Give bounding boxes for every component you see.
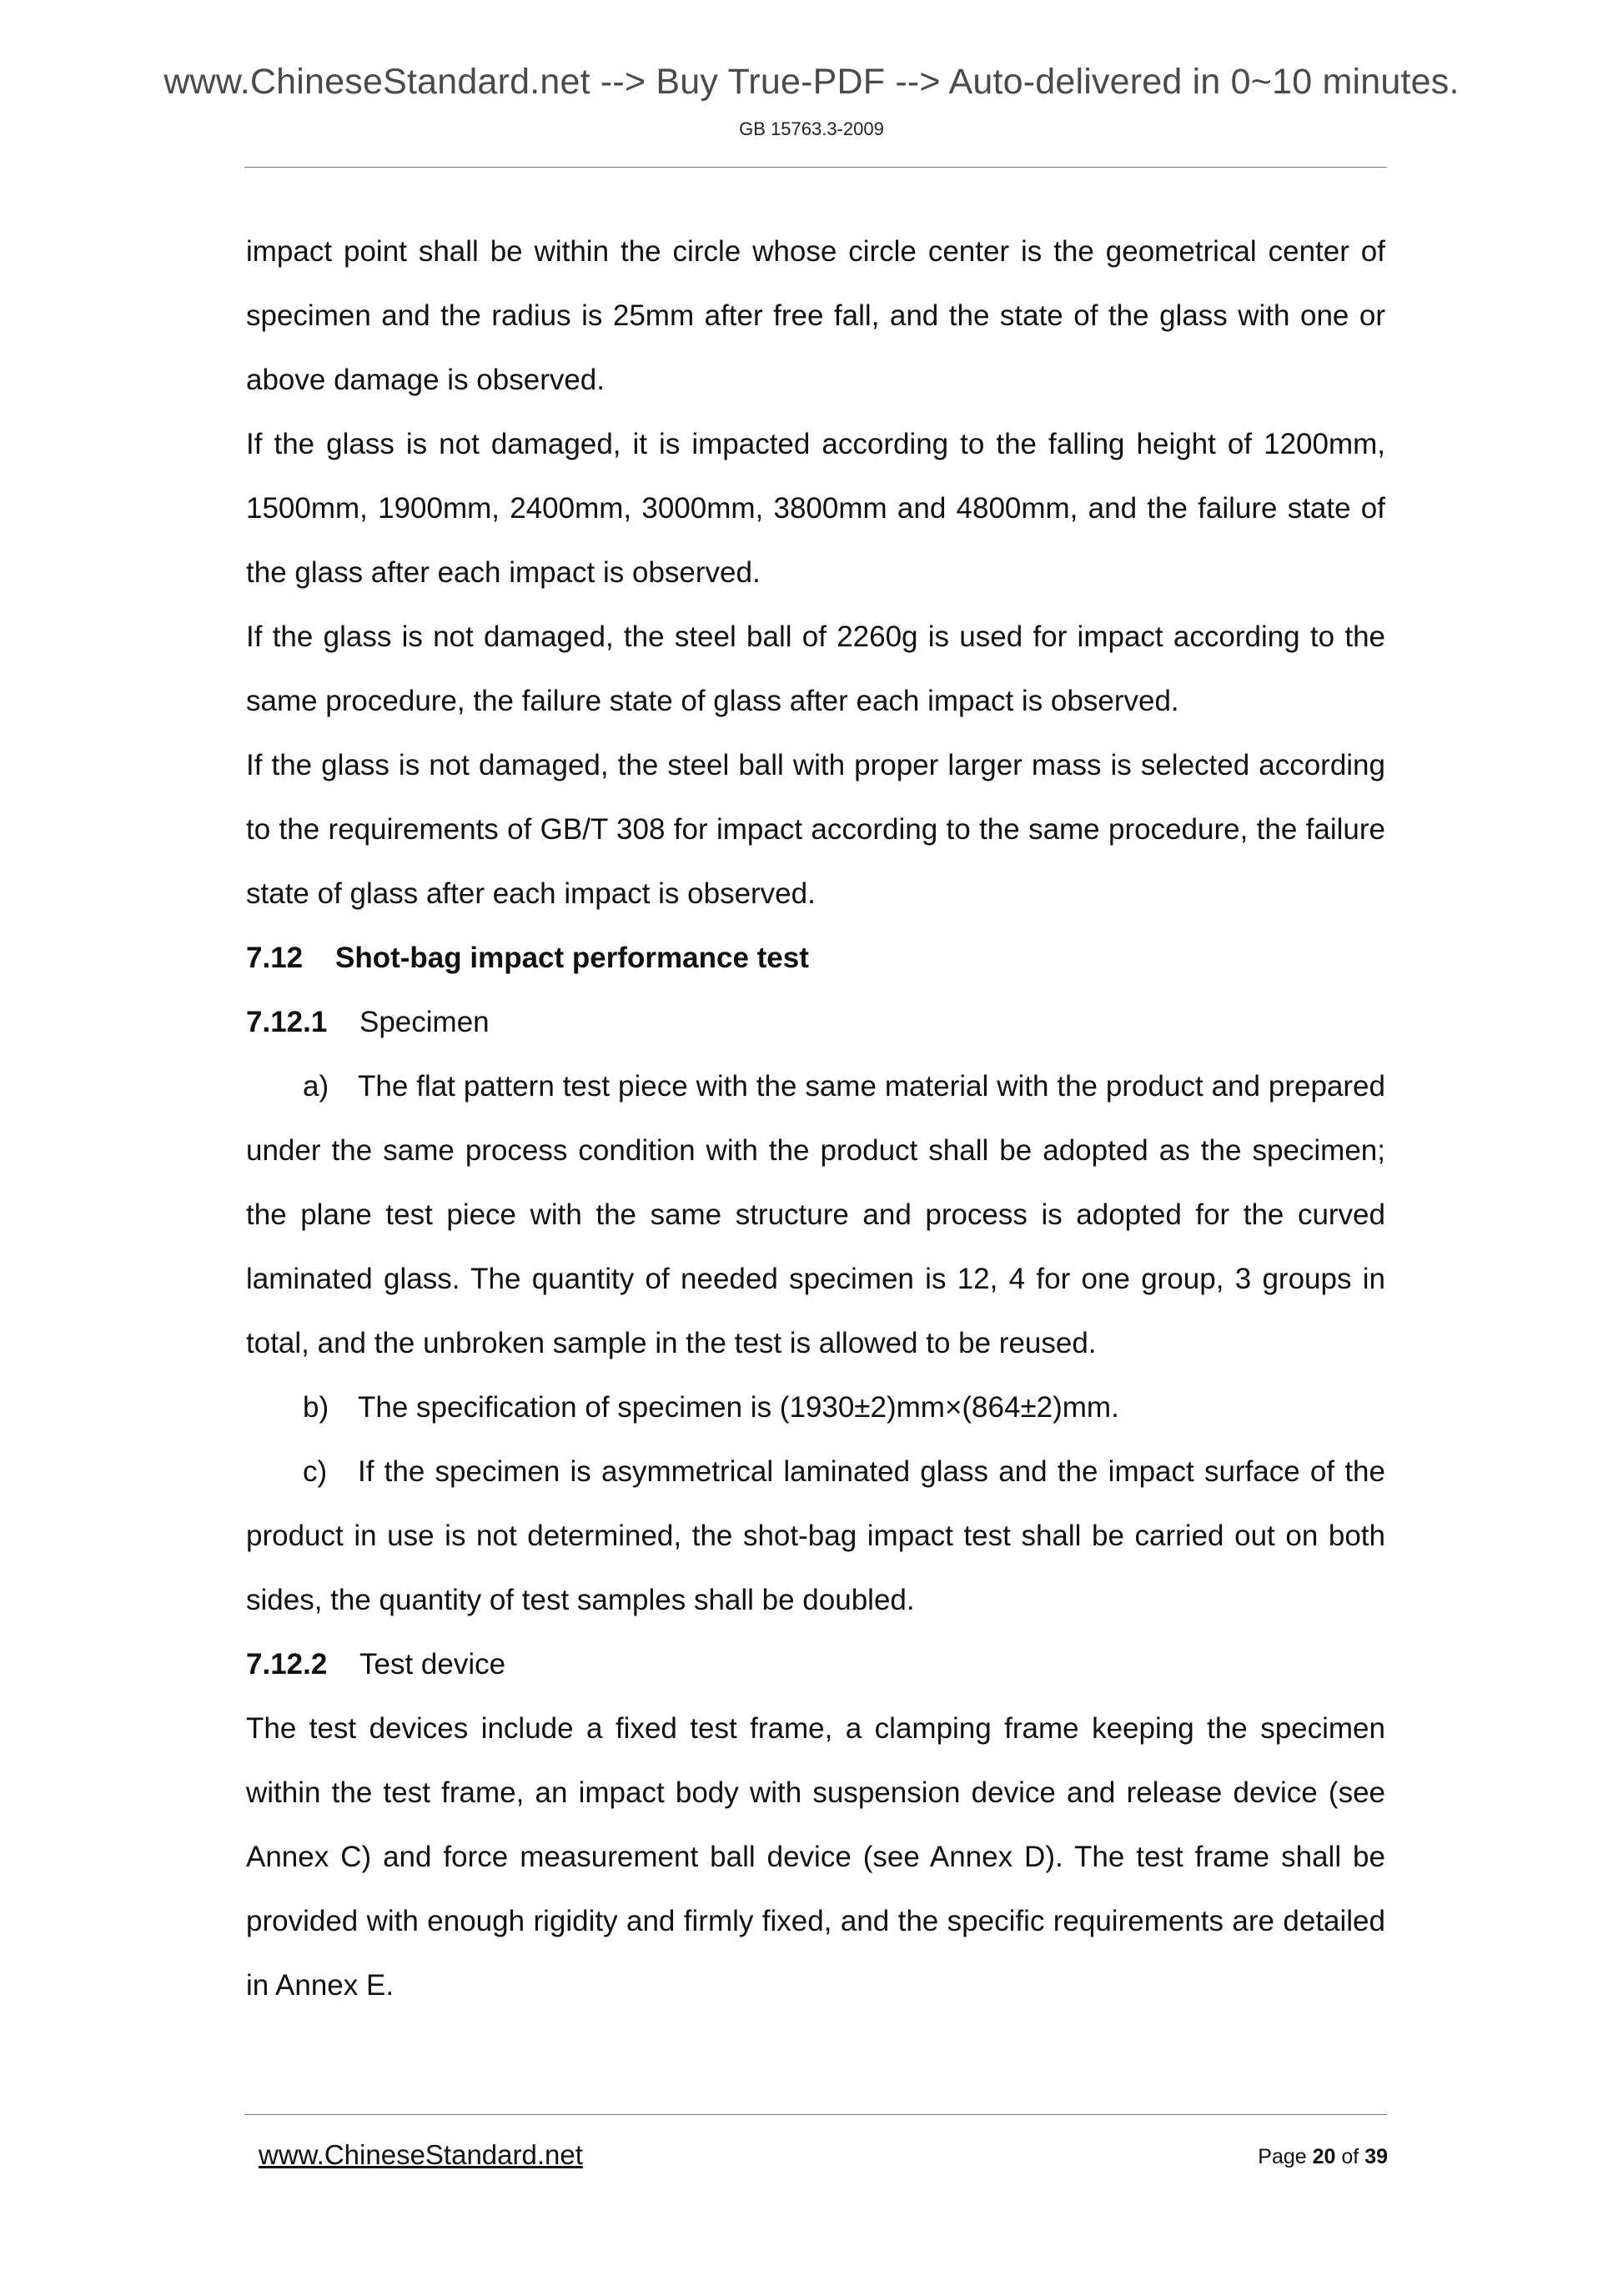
section-title: Shot-bag impact performance test xyxy=(335,942,809,974)
header-banner: www.ChineseStandard.net --> Buy True-PDF --> Auto-delivered in 0~10 minutes. xyxy=(163,62,1460,102)
page-of: of xyxy=(1341,2145,1359,2168)
paragraph-impact-point: impact point shall be within the circle whose circle center is the geometrical center of specimen and the radius is 25mm after free fall, and the state of the glass with one or above damage is observed. xyxy=(246,235,1385,396)
footer-divider xyxy=(244,2114,1387,2115)
page-number xyxy=(1248,2145,1388,2169)
section-number: 7.12.1 xyxy=(246,1006,328,1038)
list-item-b xyxy=(246,1375,1385,1439)
section-heading-7-12 xyxy=(246,926,1385,990)
paragraph-steel-ball-2260g: If the glass is not damaged, the steel ball of 2260g is used for impact according to the same procedure, the failure state of glass after each impact is observed. xyxy=(246,620,1385,717)
list-item-text: The flat pattern test piece with the same material with the product and prepared under the same process condition with the product shall be adopted as the specimen; the plane test piece with the same structure and process is adopted for the curved laminated glass. The quantity of needed specimen is 12, 4 for one group, 3 groups in total, and the unbroken sample in the test is allowed to be reused. xyxy=(246,1070,1385,1359)
list-item-c xyxy=(246,1439,1385,1632)
header-divider xyxy=(244,167,1387,168)
footer-website-link[interactable]: www.ChineseStandard.net xyxy=(259,2139,583,2170)
list-marker: a) xyxy=(303,1070,329,1103)
paragraph-falling-height: If the glass is not damaged, it is impacted according to the falling height of 1200mm, 1500mm, 1900mm, 2400mm, 3000mm, 3800mm and 4800mm, and the failure state of the glass after each impact is observed. xyxy=(246,428,1385,589)
page-content xyxy=(246,219,1385,2017)
list-marker: c) xyxy=(303,1455,328,1488)
section-heading-7-12-2 xyxy=(246,1632,1385,1696)
section-title: Test device xyxy=(359,1648,506,1681)
page-current: 20 xyxy=(1312,2145,1336,2168)
paragraph-test-devices: The test devices include a fixed test frame, a clamping frame keeping the specimen within the test frame, an impact body with suspension device and release device (see Annex C) and force measurement ball device (see Annex D). The test frame shall be provided with enough rigidity and firmly fixed, and the specific requirements are detailed in Annex E. xyxy=(246,1712,1385,2002)
list-item-text: The specification of specimen is (1930±2)mm×(864±2)mm. xyxy=(358,1391,1119,1424)
list-item-text: If the specimen is asymmetrical laminated glass and the impact surface of the product in use is not determined, the shot-bag impact test shall be carried out on both sides, the quantity of test samples shall be doubled. xyxy=(246,1455,1385,1616)
section-number: 7.12 xyxy=(246,942,304,974)
section-heading-7-12-1 xyxy=(246,990,1385,1054)
page-prefix: Page xyxy=(1258,2145,1307,2168)
paragraph-larger-mass: If the glass is not damaged, the steel ball with proper larger mass is selected according to the requirements of GB/T 308 for impact according to the same procedure, the failure state of glass after each impact is observed. xyxy=(246,749,1385,910)
list-item-a xyxy=(246,1054,1385,1375)
section-number: 7.12.2 xyxy=(246,1648,328,1681)
document-code: GB 15763.3-2009 xyxy=(739,118,884,139)
list-marker: b) xyxy=(303,1391,329,1424)
section-title: Specimen xyxy=(359,1006,490,1038)
page-total: 39 xyxy=(1364,2145,1388,2168)
